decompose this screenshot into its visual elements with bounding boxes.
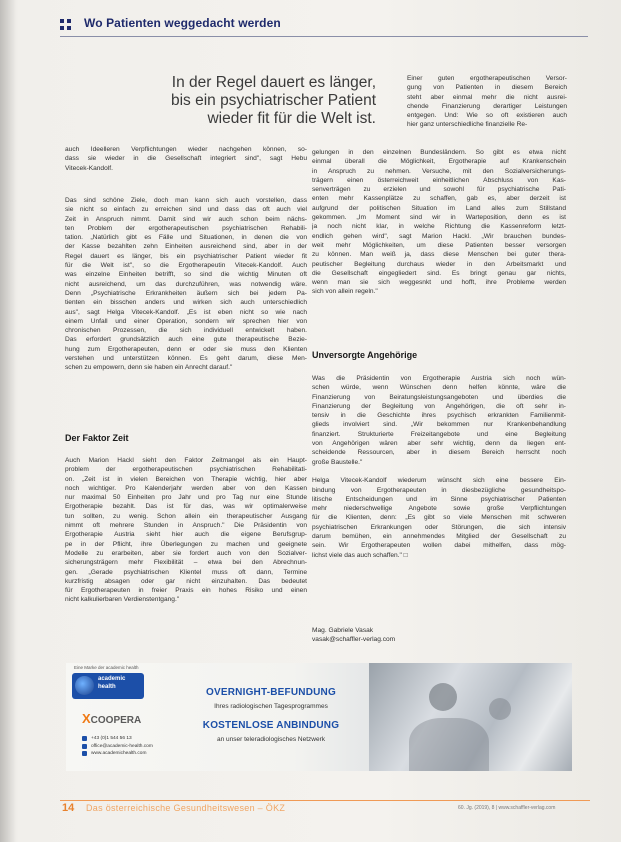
text-line: dass sie wieder in die Gesellschaft integriert sind", sagt Hebu bbox=[65, 155, 307, 163]
text-line: schen zu empowern, denn sie haben ein Anrecht darauf." bbox=[65, 364, 233, 372]
text-line: nicht kalkulierbaren Verdienstentgang." bbox=[65, 596, 180, 604]
text-line: on. „Zeit ist in vielen Bereichen von Therapie wichtig, hier aber bbox=[65, 475, 307, 483]
page-gutter-shadow bbox=[0, 0, 16, 842]
text-line: Modelle zu erarbeiten, aber sie fordert auch von den Sozialver- bbox=[65, 549, 307, 557]
text-line: der Kasse bezahlten zehn Einheiten ausreichend sind, aber in der bbox=[65, 243, 307, 251]
text-line: Was die Präsidentin von Ergotherapie Austria sich noch wün- bbox=[312, 375, 566, 382]
text-line: steht aber einmal mehr die nicht ausrei- bbox=[407, 93, 567, 101]
text-line: scheidende Ressourcen, aber in diesem Bereich herrscht noch bbox=[312, 449, 566, 457]
text-line: gung von Patienten in diesem Bereich bbox=[407, 84, 567, 92]
magazine-name: Das österreichische Gesundheitswesen – ÖKZ bbox=[86, 803, 286, 813]
text-line: kurzfristig absagen oder gar nicht einzuhalten. Das bedeutet bbox=[65, 577, 307, 585]
coopera-logo: XCOOPERA bbox=[82, 711, 142, 726]
text-line: mehr niederschwellige Angebote sowie große Verpflichtungen bbox=[312, 505, 566, 513]
phone-icon bbox=[82, 736, 87, 741]
text-line: chronischen Prozessen, die sich individuell entwickelt haben. bbox=[65, 327, 307, 335]
text-line: gen. „Gerade psychiatrischen Klientel muss oft dann, Termine bbox=[65, 568, 307, 576]
right-column-body-2 bbox=[312, 374, 566, 569]
left-column-body-2 bbox=[65, 456, 307, 614]
text-line: tienten ein bisschen anders und wirken sich auch unterschiedlich bbox=[65, 299, 307, 307]
text-line: enten mehr Kassenplätze zu schaffen, gab es, aber derzeit ist bbox=[312, 195, 566, 203]
pull-quote-line: bis ein psychiatrischer Patient bbox=[170, 92, 376, 109]
paragraph bbox=[312, 148, 566, 297]
ad-subline-1: Ihres radiologischen Tagesprogrammes bbox=[214, 703, 328, 710]
text-line: gekommen. „Im Moment sind wir in Warteposition, denn es ist bbox=[312, 214, 566, 222]
text-line: tensiv in die Geschichte ihres psychisch erkrankten Familienmit- bbox=[312, 412, 566, 420]
text-line: weit mehr Möglichkeiten, um diese Patienten besser versorgen bbox=[312, 241, 566, 249]
ad-headline-2: KOSTENLOSE ANBINDUNG bbox=[202, 720, 340, 731]
issue-info: 60. Jg. (2019), 8 | www.schaffler-verlag.com bbox=[458, 805, 556, 811]
section-title: Wo Patienten weggedacht werden bbox=[84, 16, 281, 30]
text-line: für die Klienten, denn: „Es gibt so viele Menschen mit schweren bbox=[312, 514, 566, 522]
text-line: peutischer Begleitung durchaus wieder in den Arbeitsmarkt und bbox=[312, 260, 566, 268]
right-column-top bbox=[407, 74, 567, 130]
text-line: aufgrund der politischen Situation im Land alles zum Stillstand bbox=[312, 204, 566, 212]
paragraph bbox=[312, 476, 566, 560]
text-line: problem der ergotherapeutischen psychiatrischen Rehabilitati- bbox=[65, 466, 307, 474]
pull-quote-line: In der Regel dauert es länger, bbox=[171, 74, 376, 91]
text-line: Denn „Psychiatrische Erkrankheiten äußern sich bei jedem Pa- bbox=[65, 289, 307, 297]
mail-icon bbox=[82, 744, 87, 749]
text-line: Zeit in Anspruch nimmt. Damit sind wir auch schon beim nächs- bbox=[65, 215, 307, 223]
ad-headline-1: OVERNIGHT-BEFUNDUNG bbox=[206, 687, 336, 698]
text-line: chende Finanzierung derartiger Leistungen bbox=[407, 102, 567, 110]
text-line: finanziert. Strukturierte Freizeitangebote und eine Begleitung bbox=[312, 430, 566, 438]
text-line: einem Unfall und einer Operation, sondern wir sprechen hier von bbox=[65, 317, 307, 325]
text-line: sicherungsträgern mehr Flexibilität – etwa bei den Abrechnun- bbox=[65, 559, 307, 567]
text-line: Ergotherapie bezahlt. Das ist für das, was wir optimalerweise bbox=[65, 503, 307, 511]
text-line: senverträgen zu erzielen und sowohl für psychiatrische Pati- bbox=[312, 186, 566, 194]
text-line: die Gesellschaft eingegliedert sind. Es bringt genau gar nichts, bbox=[312, 269, 566, 277]
author-name: Mag. Gabriele Vasak bbox=[312, 627, 374, 634]
text-line: gelungen in den einzelnen Bundesländern. So gibt es etwa nicht bbox=[312, 149, 566, 156]
text-line: nimmt oft mehrere Stunden in Anspruch." Die Präsidentin von bbox=[65, 522, 307, 530]
text-line: glieds involviert sind. „Wir bekommen nur Krankenbehandlung bbox=[312, 421, 566, 429]
text-line: wenn man sie sich weggesnkt und hofft, ihre Probleme werden bbox=[312, 279, 566, 287]
text-line: psychiatrischen Erkrankungen oder Störungen, die sich intensiv bbox=[312, 523, 566, 531]
text-line: Das erfordert grundsätzlich auch eine gute therapeutische Bezie- bbox=[65, 336, 307, 344]
text-line: tun sollten, zu wenig. Schon allein ein therapeutischer Ausgang bbox=[65, 512, 307, 520]
footer-divider bbox=[60, 800, 590, 801]
left-column-body bbox=[65, 196, 307, 382]
text-line: einmal überall die Möglichkeit, Ergotherapie auf Krankenschein bbox=[312, 158, 566, 166]
text-line: sein. Wir Ergotherapeuten wollen dabei mithelfen, dass mög- bbox=[312, 542, 566, 550]
text-line: sie nicht so einfach zu erreichen sind und dass das oft auch viel bbox=[65, 206, 307, 214]
text-line: Das sind schöne Ziele, doch man kann sich auch vorstellen, dass bbox=[65, 197, 307, 204]
globe-icon bbox=[75, 676, 94, 695]
text-line: in Anspruch zu nehmen. Versuche, mit den Sozialversicherungs- bbox=[312, 167, 566, 175]
text-line: pe in der Pflicht, ihre Überlegungen zu machen und geeignete bbox=[65, 540, 307, 548]
text-line: was einzelne Einheiten betrifft, so sind die wichtig Minuten oft bbox=[65, 271, 307, 279]
paragraph bbox=[65, 456, 307, 605]
author-email[interactable]: vasak@schaffler-verlag.com bbox=[312, 636, 396, 644]
page-number: 14 bbox=[62, 802, 75, 814]
text-line: ten Problem der ergotherapeutischen psychiatrischen Rehabili- bbox=[65, 224, 307, 232]
left-column-intro bbox=[65, 145, 307, 173]
section-header bbox=[60, 14, 588, 37]
text-line: Finanzierung von Beiratungsleistungsangeboten und überdies die bbox=[312, 393, 566, 401]
subheading-faktor-zeit: Der Faktor Zeit bbox=[65, 433, 129, 443]
ad-contact-info: +43 (0)1 544 56 13 office@academic-health.com www.academichealth.com bbox=[82, 735, 153, 758]
text-line: zu können. Man weiß ja, dass diese Menschen bei guter thera- bbox=[312, 251, 566, 259]
text-line: von Angehörigen wären aber sehr wichtig, denn da liegen ent- bbox=[312, 440, 566, 448]
text-line: auch Ideelleren Verpflichtungen wieder nachgehen können, so- bbox=[65, 146, 307, 153]
ad-photo bbox=[369, 663, 572, 771]
text-line: trägern einen österreichweit einheitlichen Abschluss von Kas- bbox=[312, 176, 566, 184]
subheading-unversorgte-angehoerige: Unversorgte Angehörige bbox=[312, 350, 418, 360]
academic-health-logo: academic health bbox=[72, 673, 144, 699]
pull-quote-line: wieder fit für die Welt ist. bbox=[207, 110, 376, 127]
text-line: nur maximal 50 Einheiten pro Jahr und pro Tag nur eine Stunde bbox=[65, 494, 307, 502]
text-line: schen würde, wenn Wünschen denn helfen könnte, wäre die bbox=[312, 384, 566, 392]
text-line: sich von allein regeln." bbox=[312, 288, 378, 296]
author-signature bbox=[312, 626, 395, 645]
text-line: große Baustelle." bbox=[312, 458, 363, 466]
pull-quote bbox=[140, 74, 376, 128]
advertisement-banner[interactable] bbox=[66, 663, 572, 771]
text-line: Einer guten ergotherapeutischen Versor- bbox=[407, 75, 567, 82]
text-line: Auch Marion Hackl sieht den Faktor Zeitmangel als ein Haupt- bbox=[65, 457, 307, 464]
text-line: verstehen und unterstützen können. Es geht darum, diese Men- bbox=[65, 355, 307, 363]
text-line: litische Entscheidungen und im Sinne psychiatrischer Patienten bbox=[312, 495, 566, 503]
web-icon bbox=[82, 751, 87, 756]
text-line: noch wichtiger. Pro Kalenderjahr werden aber von den Kassen bbox=[65, 484, 307, 492]
text-line: darum bemühen, ein annehmendes Mitglied der Gesellschaft zu bbox=[312, 533, 566, 541]
ad-subline-2: an unser teleradiologisches Netzwerk bbox=[216, 736, 326, 743]
section-dots-icon bbox=[60, 19, 72, 31]
text-line: Regel dauert es länger, bis ein psychiatrischer Patient wieder fit bbox=[65, 252, 307, 260]
text-line: ja noch nicht klar, in welche Richtung die Kassenreform letzt- bbox=[312, 223, 566, 231]
text-line: bindung von Ergotherapeuten in diesbezügliche gesundheitspo- bbox=[312, 486, 566, 494]
text-line: Helga Vitecek-Kandolf wiederum wünscht sich eine bessere Ein- bbox=[312, 477, 566, 485]
right-column-body bbox=[312, 148, 566, 306]
paragraph bbox=[312, 374, 566, 467]
text-line: Ergotherapie Austria sieht hier auch die eigene Berufsgrup- bbox=[65, 531, 307, 539]
text-line: tation. „Natürlich gibt es Fälle und Situationen, in denen die von bbox=[65, 234, 307, 242]
text-line: aus", sagt Helga Vitecek-Kandolf. „Es ist eben nicht so wie nach bbox=[65, 308, 307, 316]
text-line: hier ganz unterschiedliche finanzielle Re- bbox=[407, 121, 528, 129]
text-line: Vitecek-Kandolf. bbox=[65, 164, 113, 172]
text-line: endlich gehen wird", sagt Marion Hackl. „Wir brauchen bundes- bbox=[312, 232, 566, 240]
text-line: entgegen. Und: Wie so oft existieren auch bbox=[407, 112, 567, 120]
text-line: hung zum Ergotherapeuten, denn er oder sie muss den Klienten bbox=[65, 345, 307, 353]
text-line: lichst viele das auch schaffen." □ bbox=[312, 551, 408, 559]
text-line: für Ergotherapeuten in freier Praxis ein hohes Risiko und einen bbox=[65, 587, 307, 595]
text-line: für die Welt ist", so die Ergotherapeutin Vitecek-Kandolf. Auch bbox=[65, 262, 307, 270]
text-line: Finanzierung der Begleitung von Angehörigen, die oft sehr in- bbox=[312, 402, 566, 410]
text-line: nicht ausreichend, um das durchzuführen, was notwendig wäre. bbox=[65, 280, 307, 288]
ad-brand-tagline: Eine Marke der academic health bbox=[74, 665, 139, 670]
paragraph bbox=[65, 196, 307, 373]
